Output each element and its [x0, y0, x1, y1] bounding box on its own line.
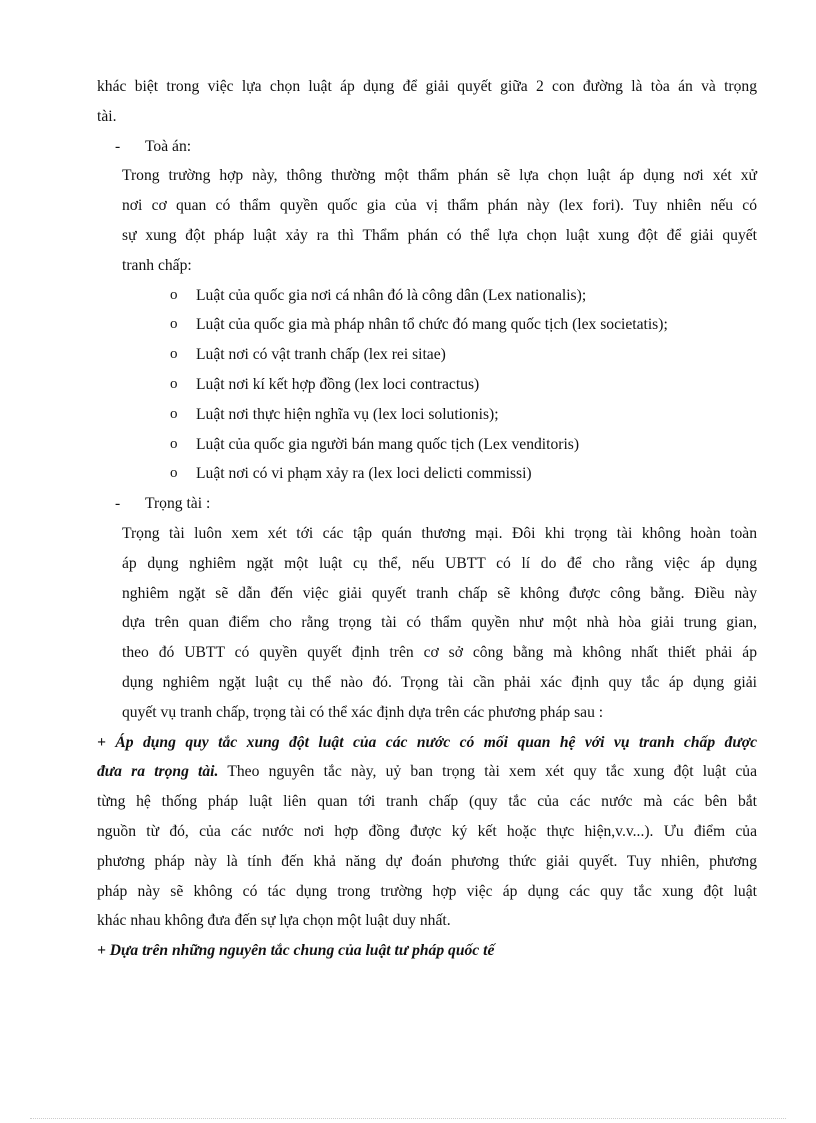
arbitration-line-1: Trọng tài luôn xem xét tới các tập quán thương mại. Đôi khi trọng tài không hoàn toàn: [122, 524, 757, 542]
court-paragraph: [97, 161, 757, 280]
court-line-3: sự xung đột pháp luật xảy ra thì Thẩm phán có thể lựa chọn luật xung đột để giải quyết: [122, 226, 757, 244]
circle-bullet-icon: o: [170, 286, 178, 303]
method-1-paragraph: [97, 728, 757, 937]
list-item: o Luật của quốc gia mà pháp nhân tổ chức đó mang quốc tịch (lex societatis);: [97, 310, 757, 340]
intro-line-2: tài.: [97, 107, 117, 125]
method-2-heading: + Dựa trên những nguyên tắc chung của luật tư pháp quốc tế: [97, 942, 495, 960]
circle-bullet-icon: o: [170, 405, 178, 422]
list-item: o Luật của quốc gia nơi cá nhân đó là công dân (Lex nationalis);: [97, 281, 757, 311]
method-1-line-7: khác nhau không đưa đến sự lựa chọn một luật duy nhất.: [97, 912, 451, 930]
court-line-1: Trong trường hợp này, thông thường một thẩm phán sẽ lựa chọn luật áp dụng nơi xét xử: [122, 167, 757, 185]
arbitration-line-2: áp dụng nghiêm ngặt một luật cụ thể, nếu UBTT có lí do để cho rằng việc áp dụng: [122, 554, 757, 572]
circle-bullet-icon: o: [170, 375, 178, 392]
arbitration-heading: [97, 489, 757, 519]
circle-bullet-icon: o: [170, 316, 178, 333]
list-item: o Luật của quốc gia người bán mang quốc tịch (Lex venditoris): [97, 430, 757, 460]
court-heading-text: Toà án:: [145, 137, 192, 155]
method-1-line-5: phương pháp này là tính đến khả năng dự đoán phương thức giải quyết. Tuy nhiên, phương: [97, 852, 757, 870]
method-1-line-3: từng hệ thống pháp luật liên quan tới tranh chấp (quy tắc của các nước mà các bên bắt: [97, 793, 757, 811]
circle-bullet-icon: o: [170, 465, 178, 482]
conflict-rules-list: [97, 281, 757, 490]
court-line-4: tranh chấp:: [122, 256, 192, 274]
arbitration-paragraph: [97, 519, 757, 728]
list-item: o Luật nơi kí kết hợp đồng (lex loci contractus): [97, 370, 757, 400]
document-page: [97, 72, 757, 966]
intro-line-1: khác biệt trong việc lựa chọn luật áp dụng để giải quyết giữa 2 con đường là tòa án và trọng: [97, 78, 757, 95]
arbitration-line-3: nghiêm ngặt sẽ dẫn đến việc giải quyết tranh chấp sẽ không được công bằng. Điều này: [122, 584, 757, 602]
method-1-line-2-text: Theo nguyên tắc này, uỷ ban trọng tài xem xét quy tắc xung đột luật của: [218, 763, 757, 781]
arbitration-line-6: dụng nghiêm ngặt luật cụ thể nào đó. Trọng tài cần phải xác định quy tắc áp dụng giải: [122, 673, 757, 691]
arbitration-line-4: dựa trên quan điểm cho rằng trọng tài có thẩm quyền như một nhà hòa giải trung gian,: [122, 614, 757, 632]
court-heading: [97, 132, 757, 162]
method-1-heading-line-1: + Áp dụng quy tắc xung đột luật của các nước có mối quan hệ với vụ tranh chấp được: [97, 733, 757, 751]
method-1-line-6: pháp này sẽ không có tác dụng trong trường hợp việc áp dụng các quy tắc xung đột luật: [97, 882, 757, 900]
method-1-heading-line-2: đưa ra trọng tài.: [97, 763, 219, 781]
arbitration-line-7: quyết vụ tranh chấp, trọng tài có thể xác định dựa trên các phương pháp sau :: [122, 703, 604, 721]
circle-bullet-icon: o: [170, 346, 178, 363]
list-item: o Luật nơi có vi phạm xảy ra (lex loci delicti commissi): [97, 459, 757, 489]
method-1-line-4: nguồn từ đó, của các nước nơi hợp đồng được ký kết hoặc thực hiện,v.v...). Ưu điểm của: [97, 822, 757, 840]
court-line-2: nơi cơ quan có thẩm quyền quốc gia của vị thẩm phán này (lex fori). Tuy nhiên nếu có: [122, 197, 757, 215]
dash-marker: -: [115, 137, 121, 155]
page-bottom-divider: [30, 1118, 786, 1119]
list-item: o Luật nơi có vật tranh chấp (lex rei sitae): [97, 340, 757, 370]
list-item: o Luật nơi thực hiện nghĩa vụ (lex loci solutionis);: [97, 400, 757, 430]
arbitration-heading-text: Trọng tài :: [145, 495, 211, 513]
circle-bullet-icon: o: [170, 435, 178, 452]
dash-marker: -: [115, 495, 121, 513]
method-1-line-2: [97, 757, 757, 787]
arbitration-line-5: theo đó UBTT có quyền quyết định trên cơ sở công bằng mà không nhất thiết phải áp: [122, 644, 757, 662]
